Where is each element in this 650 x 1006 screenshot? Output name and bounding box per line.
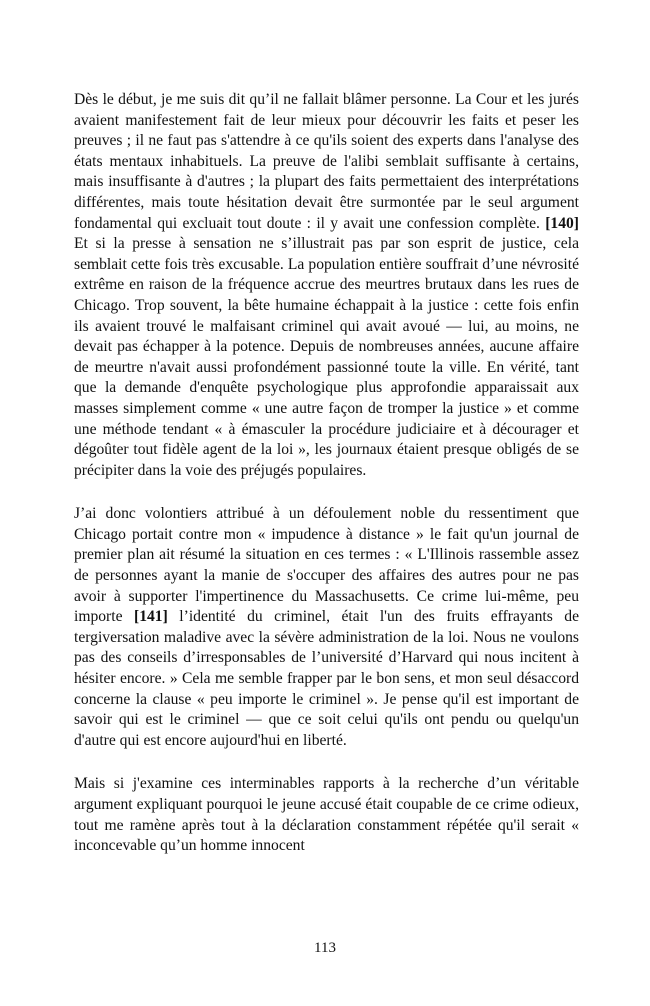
paragraph-2-text-b: l’identité du criminel, était l'un des fruits effrayants de tergiversation maladive avec la sévère administration de la loi. Nous ne voulons pas des conseils d’irresponsables de l’université d’Harvard qui nous incitent à hésiter encore. » Cela me semble frapper par le bon sens, et mon seul désaccord concerne la clause « peu importe le criminel ». Je pense qu'il est important de savoir qui est le criminel — que ce soit celui qu'ils ont pendu ou quelqu'un d'autre qui est encore aujourd'hui en liberté.	[74, 608, 580, 749]
page-body	[74, 90, 579, 880]
paragraph-1	[74, 90, 579, 481]
paragraph-1-text-b: Et si la presse à sensation ne s’illustrait pas par son esprit de justice, cela semblait cette fois très excusable. La population entière souffrait d’une névrosité extrême en raison de la fréquence accrue des meurtres brutaux dans les rues de Chicago. Trop souvent, la bête humaine échappait à la justice : cette fois enfin ils avaient trouvé le malfaisant criminel qui avait avoué — lui, au moins, ne devait pas échapper à la potence. Depuis de nombreuses années, aucune affaire de meurtre n'avait aussi profondément passionné toute la ville. En vérité, tant que la demande d'enquête psychologique plus approfondie apparaissait aux masses simplement comme « une autre façon de tromper la justice » et comme une méthode tendant « à émasculer la procédure judiciaire et à décourager et dégoûter tout fidèle agent de la loi », les journaux étaient presque obligés de se précipiter dans la voie des préjugés populaires.	[74, 235, 579, 479]
page-reference-140: [140]	[545, 214, 579, 232]
paragraph-2-text-a: J’ai donc volontiers attribué à un défoulement noble du ressentiment que Chicago portait contre mon « impudence à distance » le fait qu'un journal de premier plan ait résumé la situation en ces termes : « L'Illinois rassemble assez de personnes ayant la manie de s'occuper des affaires des autres pour ne pas avoir à supporter l'impertinence du Massachusetts. Ce crime lui-même, peu importe	[74, 505, 579, 626]
paragraph-2	[74, 504, 579, 751]
paragraph-1-text-a: Dès le début, je me suis dit qu’il ne fallait blâmer personne. La Cour et les jurés avaient manifestement fait de leur mieux pour découvrir les faits et peser les preuves ; il ne faut pas s'attendre à ce qu'ils soient des experts dans l'analyse des états mentaux inhabituels. La preuve de l'alibi semblait suffisante à certains, mais insuffisante à d'autres ; la plupart des faits permettaient des interprétations différentes, mais toute hésitation devait être surmontée par le seul argument fondamental qui excluait tout doute : il y avait une confession complète.	[74, 91, 579, 232]
page-number: 113	[314, 940, 336, 956]
paragraph-3	[74, 774, 579, 856]
page-reference-141: [141]	[134, 608, 168, 626]
paragraph-3-text: Mais si j'examine ces interminables rapports à la recherche d’un véritable argument expliquant pourquoi le jeune accusé était coupable de ce crime odieux, tout me ramène après tout à la déclaration constamment répétée qu'il serait « inconcevable qu’un homme innocent	[74, 775, 579, 855]
